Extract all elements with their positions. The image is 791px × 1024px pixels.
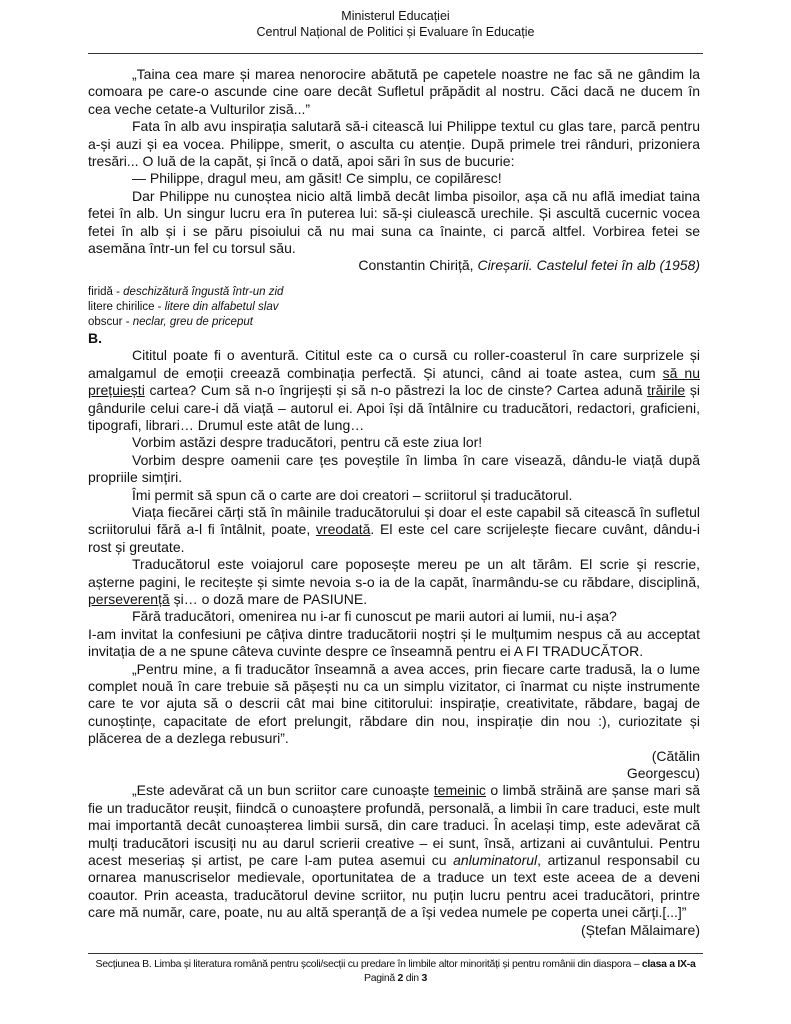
- glossary-item: [88, 315, 700, 330]
- glossary-definition: deschizătură îngustă într-un zid: [123, 285, 284, 298]
- text-span: „Este adevărat că un bun scriitor care cunoaște: [132, 782, 434, 799]
- footer-text: din: [403, 972, 422, 984]
- page-header: [0, 8, 791, 40]
- text-b-paragraph-5: [88, 504, 700, 556]
- text-a-paragraph-4: Dar Philippe nu cunoștea nicio altă limbă decât limba pisoilor, așa că nu află imediat taina fetei în alb. Un singur lucru era în puterea lui: să-și ciulească urechile. Și ascultă cucernic vocea fetei în alb și i se păru pisoiului că nu mai suna ca înainte, ci parcă altfel. Vorbirea fetei se asemăna într-un fel cu torsul său.: [88, 187, 700, 257]
- glossary-definition: neclar, greu de priceput: [132, 315, 253, 328]
- text-span: . El este cel care scrijelește fiecare cuvânt, dându-i rost și greutate.: [88, 521, 700, 555]
- section-b-label: B.: [88, 329, 102, 346]
- footer-text: Pagină: [364, 972, 398, 984]
- footer-class: clasa a IX-a: [641, 958, 696, 970]
- text-span: cartea? Cum să n-o îngrijești și să n-o păstrezi la loc de cinste? Cartea adună: [144, 382, 648, 399]
- text-span: Traducătorul este voiajorul care poposește mereu pe un alt tărâm. El scrie și rescrie, așterne pagini, le recitește și simte nevoia s-o ia de la capăt, înarmându-se cu răbdare, disciplină,: [88, 556, 700, 590]
- text-a-paragraph-1: „Taina cea mare și marea nenorocire abătută pe capetele noastre ne fac să ne gândim la comoara pe care-o ascunde cine oare decât Sufletul prăpădit al nostru. Căci dacă ne ducem în cea veche cetate-a Vulturilor zisă...”: [88, 66, 700, 117]
- text-a-source: [88, 257, 700, 274]
- text-span: , artizanul responsabil cu ornarea manuscriselor medievale, oportunitatea de a traduce un text este aceea de a deveni coautor. Prin aceasta, traducătorul devine scriitor, nu puțin lucru pentru acei traducători, printre care mă număr, care, poate, nu au altă speranță de a își vedea numele pe coperta unei cărți.[...]”: [88, 852, 701, 921]
- quote-georgescu: „Pentru mine, a fi traducător înseamnă a avea acces, prin fiecare carte tradusă, la o lume complet nouă în care trebuie să pășești nu ca un simplu vizitator, ci înarmat cu niște instrumente care te vor ajuta să o descrii cât mai bine cititorului: inspirație, creativitate, răbdare, bagaj de cunoștințe, capacitate de efort prelungit, răbdare din nou, inspirație din nou :), curiozitate și plăcerea de a dezlega rebusuri”.: [88, 660, 700, 747]
- text-b-paragraph-8: I-am invitat la confesiuni pe câțiva dintre traducătorii noștri și le mulțumim nespus că au acceptat invitația de a ne spune câteva cuvinte despre ce înseamnă pentru ei A FI TRADUCĂTOR.: [88, 625, 700, 660]
- current-page: 2: [397, 972, 404, 984]
- footer-page-number: [0, 971, 791, 985]
- quote-author-georgescu-1: (Cătălin: [651, 747, 700, 764]
- text-b-paragraph-3: Vorbim despre oamenii care țes poveștile în limba în care visează, dându-le viață după propriile simțiri.: [88, 451, 700, 486]
- underlined-word: trăirile: [647, 382, 686, 399]
- glossary-item: [88, 300, 700, 315]
- glossary-term: firidă -: [88, 285, 124, 298]
- text-b-paragraph-1: [88, 347, 700, 434]
- text-b-paragraph-6: [88, 556, 700, 608]
- glossary-term: litere chirilice -: [88, 300, 165, 313]
- text-b-paragraph-4: Îmi permit să spun că o carte are doi creatori – scriitorul și traducătorul.: [132, 486, 573, 503]
- text-b-paragraph-7: Fără traducători, omenirea nu i-ar fi cunoscut pe marii autori ai lumii, nu-i așa?: [132, 608, 617, 625]
- footer-text: Secțiunea B. Limba și literatura română pentru școli/secții cu predare în limbile altor minorități și pentru românii din diaspora –: [95, 958, 642, 970]
- text-span: Cititul poate fi o aventură. Cititul este ca o cursă cu roller-coasterul în care surprizele și amalgamul de emoții creează combinația perfectă. Și atunci, când ai toate astea, cum: [88, 347, 700, 381]
- text-span: și… o doză mare de PASIUNE.: [169, 590, 368, 607]
- header-ministry: Ministerul Educației: [341, 9, 450, 23]
- glossary-item: [88, 285, 700, 300]
- text-span: Viața fiecărei cărți stă în mâinile traducătorului și doar el este capabil să citească în sufletul scriitorului fără a-l fi întâlnit, poate,: [88, 503, 700, 538]
- glossary: [88, 285, 700, 330]
- header-center: Centrul Național de Politici și Evaluare în Educație: [256, 25, 535, 39]
- text-span: și gândurile celui care-i dă viață – autorul ei. Apoi își dă întâlnire cu traducători, redactori, graficieni, tipografi, librari… Drumul este atât de lung…: [88, 382, 701, 433]
- quote-author-malaimare: (Ștefan Mălaimare): [580, 921, 700, 938]
- page-footer: [0, 957, 791, 985]
- underlined-word: perseverență: [88, 590, 170, 607]
- text-b-paragraph-2: Vorbim astăzi despre traducători, pentru că este ziua lor!: [132, 434, 483, 451]
- underlined-word: vreodată: [315, 521, 371, 538]
- text-a-paragraph-2: Fata în alb avu inspirația salutară să-i citească lui Philippe textul cu glas tare, parcă pentru a-și auzi și ea vocea. Philippe, smerit, o asculta cu atenție. După primele trei rânduri, prizoniera tresări... O luă de la capăt, și încă o dată, apoi sări în sus de bucurie:: [88, 118, 700, 170]
- source-author: Constantin Chiriță,: [358, 257, 478, 274]
- footer-section: [0, 957, 791, 971]
- glossary-term: obscur -: [88, 315, 133, 328]
- text-span: o limbă străină are șanse mari să fie un traducător reușit, fiindcă o cunoaștere profundă, personală, a limbii în care traduci, este mult mai importantă decât cunoașterea limbii sursă, din care traduci. În același timp, este adevărat că mulți traducători iscusiți nu au darul scrierii creative – ei sunt, însă, artizani ai cuvântului. Pentru acest meseriaș și artist, pe care l-am putea asemui cu: [88, 782, 700, 869]
- text-a-paragraph-3: — Philippe, dragul meu, am găsit! Ce simplu, ce copilăresc!: [132, 170, 502, 187]
- quote-malaimare: [88, 782, 700, 921]
- underlined-word: temeinic: [433, 782, 486, 799]
- source-title: Cireșarii. Castelul fetei în alb (1958): [477, 257, 700, 274]
- glossary-definition: litere din alfabetul slav: [164, 300, 279, 313]
- header-divider: [88, 53, 703, 54]
- total-pages: 3: [421, 972, 427, 984]
- underlined-word: să nu prețuiești: [88, 364, 701, 399]
- quote-author-georgescu-2: Georgescu): [626, 765, 700, 782]
- exam-content: [88, 66, 700, 939]
- footer-divider: [88, 953, 703, 954]
- italic-word: anluminatorul: [453, 852, 538, 869]
